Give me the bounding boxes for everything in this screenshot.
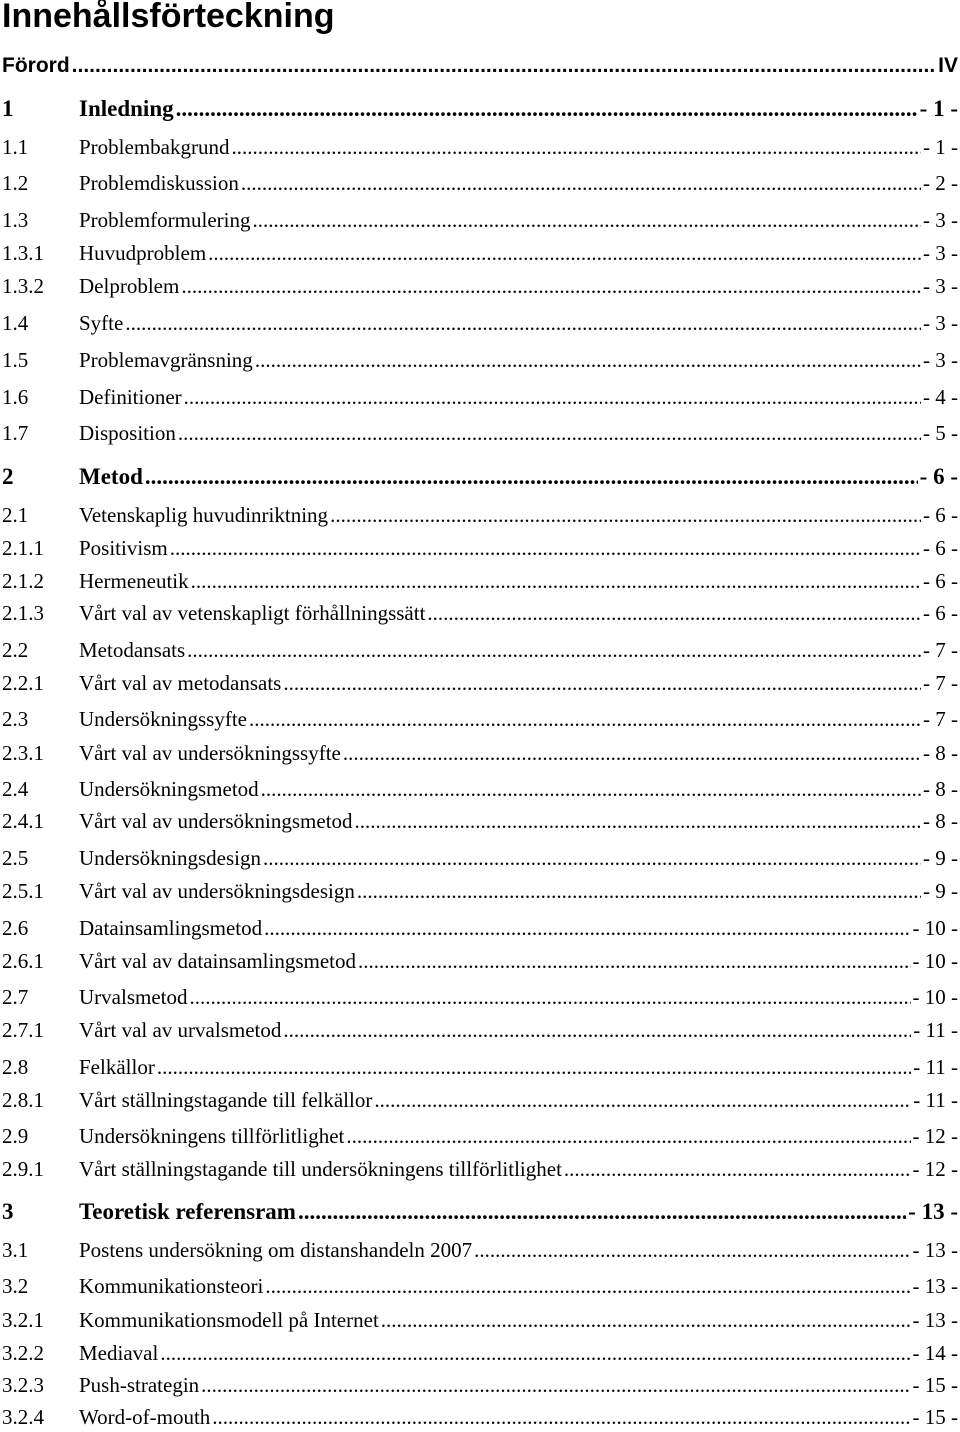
- toc-entry-label: Problemavgränsning: [79, 348, 253, 372]
- toc-entry-label: Kommunikationsmodell på Internet: [79, 1308, 379, 1332]
- toc-section-entry[interactable]: [2, 1015, 958, 1045]
- toc-entry-label: Problemformulering: [79, 208, 251, 232]
- dot-leader: [474, 1235, 910, 1265]
- toc-entry-page: - 9 -: [923, 846, 958, 870]
- toc-entry-label: Problembakgrund: [79, 135, 230, 159]
- toc-section-entry[interactable]: [2, 806, 958, 836]
- dot-leader: [241, 168, 921, 198]
- toc-entry-label: Syfte: [79, 311, 124, 335]
- toc-entry-label: Vårt val av urvalsmetod: [79, 1018, 282, 1042]
- toc-entry-page: - 13 -: [912, 1238, 958, 1262]
- toc-section-entry[interactable]: [2, 1370, 958, 1400]
- toc-entry-page: - 6 -: [923, 536, 958, 560]
- toc-chapter-entry[interactable]: [2, 1197, 958, 1227]
- toc-entry-label: Teoretisk referensram: [79, 1199, 296, 1224]
- toc-entry-number: 2.4: [2, 777, 29, 801]
- dot-leader: [283, 1015, 911, 1045]
- toc-section-entry[interactable]: [2, 238, 958, 268]
- toc-entry-page: - 3 -: [923, 208, 958, 232]
- dot-leader: [355, 806, 921, 836]
- toc-entry-number: 2.5.1: [2, 879, 44, 903]
- toc-entry-number: 2.7: [2, 985, 29, 1009]
- toc-section-entry[interactable]: [2, 308, 958, 338]
- toc-entry-page: - 12 -: [912, 1157, 958, 1181]
- dot-leader: [187, 635, 921, 665]
- dot-leader: [170, 533, 921, 563]
- toc-entry-label: Urvalsmetod: [79, 985, 188, 1009]
- toc-section-entry[interactable]: [2, 668, 958, 698]
- toc-entry-label: Vårt val av undersökningssyfte: [79, 741, 341, 765]
- toc-entry-label: Vårt val av vetenskapligt förhållningssätt: [79, 601, 426, 625]
- toc-entry-page: - 13 -: [912, 1274, 958, 1298]
- dot-leader: [265, 1271, 910, 1301]
- toc-entry-number: 1.4: [2, 311, 29, 335]
- toc-entry-page: - 6 -: [923, 569, 958, 593]
- toc-entry-number: 1.7: [2, 421, 29, 445]
- dot-leader: [178, 418, 921, 448]
- toc-entry-number: 2.4.1: [2, 809, 44, 833]
- toc-entry-number: 2.5: [2, 846, 29, 870]
- dot-leader: [261, 774, 921, 804]
- toc-section-entry[interactable]: [2, 1154, 958, 1184]
- toc-entry-label: Vårt ställningstagande till undersökningens tillförlitlighet: [79, 1157, 562, 1181]
- toc-entry-page: - 15 -: [912, 1373, 958, 1397]
- toc-entry-page: - 11 -: [913, 1088, 958, 1112]
- toc-entry-page: - 13 -: [908, 1199, 958, 1224]
- toc-entry-page: - 4 -: [923, 385, 958, 409]
- dot-leader: [201, 1370, 910, 1400]
- toc-entry-page: - 7 -: [923, 671, 958, 695]
- dot-leader: [427, 598, 921, 628]
- toc-section-entry[interactable]: [2, 345, 958, 375]
- toc-entry-label: Metodansats: [79, 638, 186, 662]
- toc-entry-page: - 5 -: [923, 421, 958, 445]
- toc-entry-label: Vårt val av undersökningsdesign: [79, 879, 355, 903]
- toc-entry-label: Postens undersökning om distanshandeln 2007: [79, 1238, 473, 1262]
- dot-leader: [189, 982, 910, 1012]
- toc-entry-page: - 7 -: [923, 638, 958, 662]
- toc-entry-page: - 10 -: [912, 985, 958, 1009]
- toc-entry-label: Inledning: [79, 96, 174, 121]
- toc-entry-number: 3.2.3: [2, 1373, 44, 1397]
- toc-entry-number: 1.1: [2, 135, 29, 159]
- toc-entry-page: - 8 -: [923, 777, 958, 801]
- dot-leader: [157, 1052, 911, 1082]
- toc-entry-page: - 14 -: [912, 1341, 958, 1365]
- dot-leader: [263, 843, 921, 873]
- toc-entry-number: 1: [2, 96, 14, 121]
- toc-entry-label: Undersökningssyfte: [79, 707, 247, 731]
- toc-entry-label: Mediaval: [79, 1341, 159, 1365]
- dot-leader: [191, 566, 921, 596]
- dot-leader: [208, 238, 921, 268]
- toc-section-entry[interactable]: [2, 1338, 958, 1368]
- toc-entry-number: 2.1.3: [2, 601, 44, 625]
- toc-section-entry[interactable]: [2, 635, 958, 665]
- toc-entry-label: Push-strategin: [79, 1373, 200, 1397]
- toc-entry-number: 2.1.2: [2, 569, 44, 593]
- toc-entry-label: Datainsamlingsmetod: [79, 916, 263, 940]
- toc-section-entry[interactable]: [2, 1235, 958, 1265]
- toc-entry-label: Vårt val av metodansats: [79, 671, 282, 695]
- toc-section-entry[interactable]: [2, 168, 958, 198]
- dot-leader: [176, 94, 918, 124]
- toc-entry-page: - 12 -: [912, 1124, 958, 1148]
- toc-entry-page: - 13 -: [912, 1308, 958, 1332]
- toc-entry-number: 3.2.4: [2, 1405, 44, 1429]
- toc-entry-label: Vårt val av undersökningsmetod: [79, 809, 353, 833]
- toc-entry-number: 2.2.1: [2, 671, 44, 695]
- toc-entry-number: 2.1: [2, 503, 29, 527]
- dot-leader: [160, 1338, 910, 1368]
- toc-section-entry[interactable]: [2, 1305, 958, 1335]
- dot-leader: [381, 1305, 911, 1335]
- dot-leader: [564, 1154, 911, 1184]
- dot-leader: [330, 500, 921, 530]
- toc-section-entry[interactable]: [2, 774, 958, 804]
- toc-entry-page: - 2 -: [923, 171, 958, 195]
- toc-chapter-entry[interactable]: [2, 94, 958, 124]
- toc-entry-number: 2.6.1: [2, 949, 44, 973]
- dot-leader: [212, 1402, 910, 1432]
- toc-entry-label: Definitioner: [79, 385, 182, 409]
- toc-entry-label: Positivism: [79, 536, 168, 560]
- dot-leader: [249, 704, 921, 734]
- toc-section-entry[interactable]: [2, 566, 958, 596]
- toc-section-entry[interactable]: [2, 1085, 958, 1115]
- dot-leader: [358, 946, 910, 976]
- toc-entry-number: 3.2.2: [2, 1341, 44, 1365]
- toc-entry-page: - 8 -: [923, 809, 958, 833]
- dot-leader: [357, 876, 921, 906]
- dot-leader: [283, 668, 921, 698]
- toc-entry-number: 3.2.1: [2, 1308, 44, 1332]
- toc-section-entry[interactable]: [2, 843, 958, 873]
- toc-entry-number: 3: [2, 1199, 14, 1224]
- toc-entry-page: - 6 -: [919, 464, 958, 489]
- toc-chapter-entry[interactable]: [2, 462, 958, 492]
- toc-section-entry[interactable]: [2, 205, 958, 235]
- toc-section-entry[interactable]: [2, 1402, 958, 1432]
- toc-entry-label: Metod: [79, 464, 143, 489]
- toc-entry-label: Vårt ställningstagande till felkällor: [79, 1088, 373, 1112]
- toc-entry-page: - 3 -: [923, 274, 958, 298]
- toc-entry-page: - 9 -: [923, 879, 958, 903]
- toc-entry-number: 3.1: [2, 1238, 29, 1262]
- toc-section-entry[interactable]: [2, 598, 958, 628]
- dot-leader: [72, 51, 937, 81]
- toc-entry-number: 2.9.1: [2, 1157, 44, 1181]
- toc-entry-label: Undersökningens tillförlitlighet: [79, 1124, 345, 1148]
- toc-entry-number: 2.3.1: [2, 741, 44, 765]
- toc-entry-page: - 11 -: [913, 1055, 958, 1079]
- dot-leader: [184, 382, 921, 412]
- toc-entry-page: - 8 -: [923, 741, 958, 765]
- toc-section-entry[interactable]: [2, 1121, 958, 1151]
- toc-entry-number: 2.3: [2, 707, 29, 731]
- dot-leader: [298, 1197, 906, 1227]
- toc-entry-label: Felkällor: [79, 1055, 155, 1079]
- toc-entry-number: 2.6: [2, 916, 29, 940]
- dot-leader: [374, 1085, 911, 1115]
- toc-entry-page: - 7 -: [923, 707, 958, 731]
- toc-entry-number: 2.2: [2, 638, 29, 662]
- toc-section-entry[interactable]: [2, 533, 958, 563]
- toc-entry-number: 2: [2, 464, 14, 489]
- toc-entry-label: Vetenskaplig huvudinriktning: [79, 503, 329, 527]
- toc-entry-number: 1.3.1: [2, 241, 44, 265]
- toc-entry-number: 1.2: [2, 171, 29, 195]
- toc-entry-label: Delproblem: [79, 274, 180, 298]
- toc-entry-page: - 3 -: [923, 241, 958, 265]
- dot-leader: [346, 1121, 910, 1151]
- dot-leader: [255, 345, 921, 375]
- toc-section-entry[interactable]: [2, 271, 958, 301]
- toc-entry-number: 2.7.1: [2, 1018, 44, 1042]
- page-title: Innehållsförteckning: [2, 0, 335, 35]
- toc-entry-page: - 10 -: [912, 916, 958, 940]
- toc-section-entry[interactable]: [2, 132, 958, 162]
- toc-entry-page: - 15 -: [912, 1405, 958, 1429]
- toc-entry-label: Undersökningsmetod: [79, 777, 259, 801]
- toc-entry-page: - 6 -: [923, 503, 958, 527]
- toc-section-entry[interactable]: [2, 946, 958, 976]
- toc-entry-number: 3.2: [2, 1274, 29, 1298]
- toc-section-entry[interactable]: [2, 382, 958, 412]
- dot-leader: [125, 308, 921, 338]
- toc-entry-page: - 1 -: [923, 135, 958, 159]
- toc-entry-label: Problemdiskussion: [79, 171, 239, 195]
- toc-section-entry[interactable]: [2, 500, 958, 530]
- toc-section-entry[interactable]: [2, 876, 958, 906]
- toc-section-entry[interactable]: [2, 738, 958, 768]
- toc-entry-number: 1.6: [2, 385, 29, 409]
- toc-entry-label: Word-of-mouth: [79, 1405, 211, 1429]
- toc-entry-number: 1.3: [2, 208, 29, 232]
- toc-section-entry[interactable]: [2, 1271, 958, 1301]
- toc-entry-label: Huvudproblem: [79, 241, 207, 265]
- toc-section-entry[interactable]: [2, 913, 958, 943]
- toc-section-entry[interactable]: [2, 1052, 958, 1082]
- toc-entry-label: Undersökningsdesign: [79, 846, 261, 870]
- toc-entry-number: 2.8: [2, 1055, 29, 1079]
- toc-entry-label: Förord: [2, 54, 70, 77]
- toc-front-entry[interactable]: [2, 51, 958, 81]
- toc-entry-label: Disposition: [79, 421, 176, 445]
- toc-entry-number: 2.1.1: [2, 536, 44, 560]
- dot-leader: [252, 205, 921, 235]
- toc-entry-label: Hermeneutik: [79, 569, 189, 593]
- toc-entry-page: - 3 -: [923, 348, 958, 372]
- toc-entry-label: Vårt val av datainsamlingsmetod: [79, 949, 357, 973]
- toc-section-entry[interactable]: [2, 704, 958, 734]
- toc-entry-page: IV: [938, 54, 958, 77]
- dot-leader: [231, 132, 921, 162]
- toc-entry-page: - 10 -: [912, 949, 958, 973]
- toc-section-entry[interactable]: [2, 418, 958, 448]
- toc-entry-number: 1.3.2: [2, 274, 44, 298]
- toc-entry-number: 2.8.1: [2, 1088, 44, 1112]
- toc-entry-page: - 1 -: [919, 96, 958, 121]
- dot-leader: [145, 462, 918, 492]
- toc-entry-number: 2.9: [2, 1124, 29, 1148]
- toc-entry-label: Kommunikationsteori: [79, 1274, 264, 1298]
- toc-entry-number: 1.5: [2, 348, 29, 372]
- toc-entry-page: - 3 -: [923, 311, 958, 335]
- dot-leader: [343, 738, 921, 768]
- toc-entry-page: - 11 -: [913, 1018, 958, 1042]
- toc-section-entry[interactable]: [2, 982, 958, 1012]
- toc-entry-page: - 6 -: [923, 601, 958, 625]
- dot-leader: [264, 913, 910, 943]
- dot-leader: [181, 271, 921, 301]
